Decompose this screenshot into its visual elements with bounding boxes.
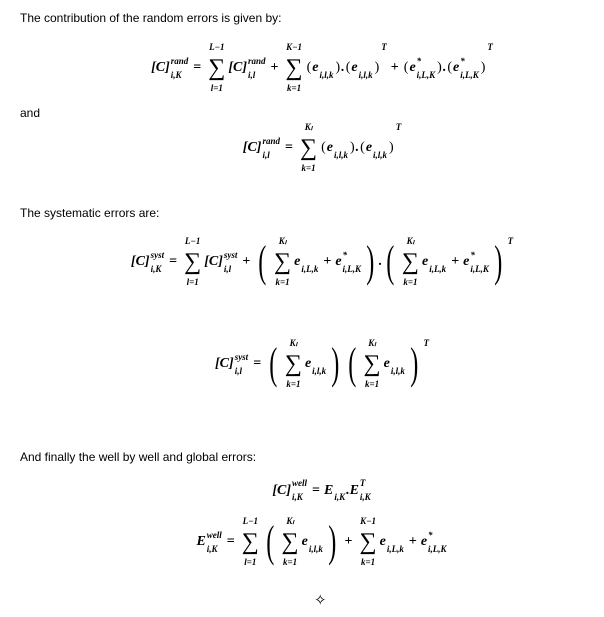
math-symbol: T: [359, 478, 366, 488]
math-symbol: ): [349, 140, 355, 155]
equation-random-total: [40, 42, 604, 94]
equation-systematic-total: [40, 236, 604, 288]
math-symbol: ): [410, 339, 419, 388]
math-symbol: i,K: [359, 492, 371, 502]
math-symbol: +: [451, 254, 460, 269]
math-symbol: i,l: [262, 149, 270, 160]
math-symbol: [C]: [272, 482, 291, 498]
math-symbol: [391, 352, 405, 363]
math-symbol: [417, 56, 436, 81]
math-symbol: =: [253, 356, 262, 371]
math-symbol: k=1: [286, 379, 301, 389]
math-symbol: i,l,k: [390, 365, 405, 376]
math-symbol: i,L,k: [429, 263, 447, 274]
math-symbol: [309, 530, 323, 541]
math-symbol: well: [291, 478, 307, 488]
math-symbol: i,l,k: [333, 149, 348, 160]
math-symbol: e: [304, 356, 312, 371]
math-symbol: [171, 56, 189, 81]
math-symbol: [301, 250, 318, 275]
math-symbol: *: [342, 249, 348, 260]
math-symbol: (: [345, 60, 351, 75]
math-symbol: e: [379, 534, 386, 549]
math-symbol: [262, 136, 280, 161]
sum: [184, 236, 201, 288]
math-symbol: ): [374, 60, 380, 75]
math-symbol: (: [360, 140, 365, 155]
math-symbol: i,K: [334, 492, 346, 502]
math-symbol: i,l,k: [373, 149, 388, 160]
math-symbol: Kₗ: [304, 122, 313, 132]
math-symbol: .: [346, 482, 350, 498]
math-symbol: l=1: [186, 277, 199, 287]
math-symbol: e: [453, 60, 460, 75]
math-symbol: E: [196, 534, 206, 549]
math-symbol: [235, 352, 249, 377]
equation-well-covariance: [40, 478, 604, 503]
math-symbol: E: [349, 482, 359, 498]
math-symbol: ): [437, 60, 442, 75]
math-symbol: [359, 56, 373, 81]
math-symbol: ): [480, 60, 486, 75]
math-symbol: i,L,K: [416, 69, 436, 80]
math-symbol: well: [206, 529, 222, 540]
sum: [286, 42, 303, 94]
math-symbol: e: [383, 356, 390, 371]
math-symbol: e: [409, 60, 416, 75]
math-symbol: e: [294, 254, 301, 269]
math-symbol: (: [321, 140, 326, 155]
math-symbol: k=1: [301, 163, 316, 173]
math-symbol: (: [306, 60, 312, 75]
math-symbol: [207, 530, 222, 555]
math-symbol: [C]: [130, 254, 150, 269]
math-symbol: K−1: [286, 42, 303, 52]
math-symbol: +: [270, 60, 279, 75]
sum: [242, 516, 259, 568]
sum: [402, 236, 419, 288]
math-symbol: i,L,K: [470, 263, 489, 274]
math-symbol: Kₗ: [286, 516, 294, 526]
math-symbol: i,l,k: [312, 365, 327, 376]
math-symbol: T: [395, 122, 402, 132]
math-symbol: ): [328, 517, 337, 566]
math-symbol: k=1: [361, 557, 376, 567]
math-symbol: i,l,k: [319, 69, 334, 80]
math-symbol: *: [460, 55, 465, 66]
math-symbol: (: [266, 517, 275, 566]
math-symbol: e: [326, 140, 333, 155]
math-symbol: Kₗ: [278, 236, 287, 246]
math-symbol: ∑: [208, 55, 226, 81]
math-symbol: k=1: [283, 557, 298, 567]
math-symbol: [C]: [204, 254, 223, 269]
math-symbol: =: [193, 60, 202, 75]
math-symbol: [C]: [242, 140, 262, 155]
sum: [360, 516, 377, 568]
math-symbol: ∑: [363, 351, 381, 377]
math-symbol: [C]: [215, 356, 234, 371]
math-symbol: e: [420, 534, 428, 549]
math-symbol: e: [421, 254, 429, 269]
math-symbol: e: [301, 534, 308, 549]
math-symbol: .: [378, 254, 383, 269]
equation-random-layer: [40, 122, 604, 174]
math-symbol: *: [470, 249, 475, 260]
math-symbol: ∑: [274, 249, 292, 275]
math-symbol: rand: [262, 135, 280, 146]
intro-text: The contribution of the random errors is given by:: [20, 11, 282, 25]
math-symbol: [460, 56, 479, 81]
math-symbol: [428, 530, 447, 555]
math-symbol: i,l,k: [358, 69, 373, 80]
math-symbol: =: [311, 482, 320, 498]
math-symbol: (: [258, 237, 267, 286]
math-symbol: .: [442, 60, 447, 75]
math-symbol: [334, 478, 345, 489]
math-symbol: i,l,k: [308, 543, 323, 554]
math-symbol: =: [226, 534, 235, 549]
math-symbol: i,L,K: [428, 543, 447, 554]
sum: [363, 338, 380, 390]
math-symbol: .: [355, 140, 360, 155]
math-symbol: i,K: [170, 69, 182, 80]
math-symbol: [151, 250, 165, 275]
math-symbol: k=1: [287, 83, 302, 93]
math-symbol: ∑: [401, 249, 419, 275]
math-symbol: [248, 56, 266, 81]
sum: [300, 122, 317, 174]
math-symbol: i,L,K: [460, 69, 479, 80]
math-symbol: e: [351, 60, 358, 75]
math-symbol: l=1: [244, 557, 257, 567]
math-symbol: L−1: [184, 236, 201, 246]
math-symbol: T: [423, 338, 429, 348]
math-symbol: Kₗ: [406, 236, 415, 246]
math-symbol: rand: [170, 55, 189, 66]
math-symbol: e: [335, 254, 342, 269]
math-symbol: [312, 352, 326, 363]
math-symbol: k=1: [275, 277, 290, 287]
math-symbol: i,L,k: [301, 263, 319, 274]
math-symbol: T: [507, 236, 514, 246]
math-symbol: i,l: [234, 365, 242, 376]
math-symbol: [387, 530, 404, 541]
math-symbol: [301, 250, 318, 261]
math-symbol: ∑: [285, 55, 303, 81]
math-symbol: [373, 136, 387, 161]
math-symbol: L−1: [209, 42, 225, 52]
math-symbol: [359, 56, 373, 67]
math-symbol: (: [386, 237, 395, 286]
math-symbol: [224, 250, 238, 275]
math-symbol: l=1: [210, 83, 223, 93]
sum: [285, 338, 302, 390]
math-symbol: [C]: [228, 60, 248, 75]
math-symbol: ∑: [241, 529, 259, 555]
math-symbol: i,L,K: [342, 263, 362, 274]
math-symbol: [429, 250, 446, 275]
math-symbol: syst: [150, 249, 165, 260]
math-symbol: E: [323, 482, 334, 498]
math-symbol: e: [463, 254, 470, 269]
math-symbol: ): [335, 60, 341, 75]
sum: [274, 236, 291, 288]
math-symbol: ): [331, 339, 340, 388]
math-symbol: ): [494, 237, 503, 286]
math-symbol: [334, 478, 345, 503]
math-symbol: [470, 250, 489, 275]
math-symbol: Kₗ: [368, 338, 376, 348]
math-symbol: [309, 530, 323, 555]
math-symbol: Kₗ: [289, 338, 298, 348]
math-symbol: ): [389, 140, 394, 155]
math-symbol: (: [348, 339, 357, 388]
math-symbol: +: [344, 534, 353, 549]
math-symbol: [334, 136, 348, 147]
math-symbol: ∑: [359, 529, 377, 555]
sum: [282, 516, 299, 568]
math-symbol: +: [242, 254, 251, 269]
math-symbol: [373, 136, 387, 147]
math-symbol: k=1: [364, 379, 380, 389]
math-symbol: [387, 530, 404, 555]
math-symbol: +: [390, 60, 399, 75]
math-symbol: [C]: [151, 60, 170, 75]
math-symbol: [334, 136, 348, 161]
math-symbol: [343, 250, 362, 275]
math-symbol: syst: [223, 249, 238, 260]
math-symbol: i,K: [291, 492, 303, 502]
systematic-intro-text: The systematic errors are:: [20, 206, 160, 220]
math-symbol: [320, 56, 334, 67]
and-text: and: [20, 106, 41, 120]
math-symbol: *: [428, 529, 433, 540]
math-symbol: ∑: [281, 529, 299, 555]
math-symbol: e: [365, 140, 373, 155]
math-symbol: e: [312, 60, 319, 75]
math-symbol: [360, 478, 371, 503]
math-symbol: =: [169, 254, 178, 269]
math-symbol: i,K: [150, 263, 162, 274]
math-symbol: [391, 352, 405, 377]
equation-well-error: [40, 516, 604, 568]
final-intro-text: And finally the well by well and global errors:: [20, 450, 257, 464]
math-symbol: T: [381, 42, 387, 52]
math-symbol: *: [416, 55, 422, 66]
math-symbol: L−1: [242, 516, 259, 526]
math-symbol: (: [269, 339, 278, 388]
math-symbol: k=1: [403, 277, 418, 287]
sum: [208, 42, 225, 94]
math-symbol: (: [403, 60, 409, 75]
end-marker-icon: ✧: [314, 592, 327, 609]
math-symbol: i,l: [223, 263, 232, 274]
math-symbol: ∑: [299, 135, 318, 161]
math-symbol: rand: [248, 55, 266, 66]
math-symbol: [292, 478, 307, 503]
math-symbol: +: [408, 534, 417, 549]
math-symbol: =: [284, 140, 293, 155]
math-symbol: T: [487, 42, 493, 52]
math-symbol: ∑: [184, 249, 202, 275]
math-symbol: [429, 250, 446, 261]
math-symbol: i,l: [248, 69, 256, 80]
equation-systematic-layer: [40, 338, 604, 390]
math-symbol: [312, 352, 326, 377]
math-symbol: syst: [234, 351, 249, 362]
math-symbol: +: [323, 254, 332, 269]
math-symbol: (: [447, 60, 453, 75]
math-symbol: .: [341, 60, 345, 75]
math-symbol: i,K: [206, 543, 218, 554]
math-symbol: K−1: [360, 516, 377, 526]
math-symbol: [320, 56, 334, 81]
math-symbol: ∑: [284, 351, 302, 377]
math-symbol: ): [366, 237, 375, 286]
math-symbol: i,L,k: [386, 543, 404, 554]
